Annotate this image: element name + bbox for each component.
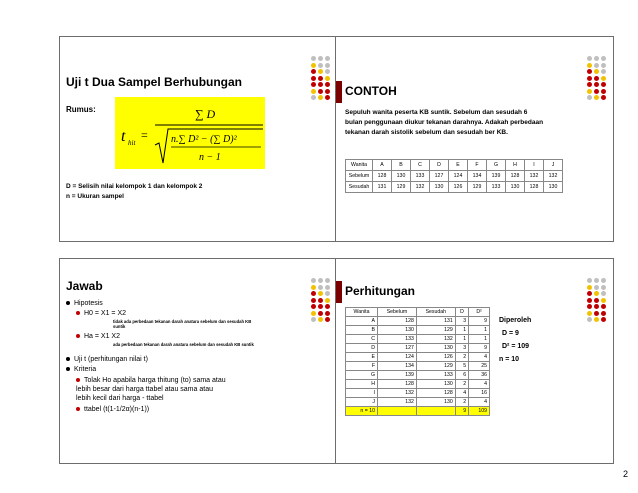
table-cell: H	[506, 160, 525, 171]
table-cell: C	[346, 335, 378, 344]
table-cell: 4	[469, 398, 490, 407]
decorative-dot	[325, 304, 330, 309]
table-row	[346, 380, 490, 389]
decorative-dot	[594, 304, 599, 309]
table-cell: 2	[455, 398, 468, 407]
decorative-dot	[311, 76, 316, 81]
table-cell: 130	[430, 182, 449, 193]
decorative-dot	[325, 298, 330, 303]
slide-perhitungan	[335, 258, 614, 464]
table-cell: 134	[468, 171, 487, 182]
n-value: n = 10	[499, 356, 520, 363]
table-cell: 129	[392, 182, 411, 193]
table-cell: 36	[469, 371, 490, 380]
table-cell: 128	[377, 317, 416, 326]
table-cell: 132	[544, 171, 563, 182]
table-cell: I	[346, 389, 378, 398]
table-cell: 139	[377, 371, 416, 380]
slide-jawab	[59, 258, 338, 464]
bullet-ttabel: ttabel (t(1-1/2α)(n-1))	[76, 406, 149, 413]
column-header: D	[455, 308, 468, 317]
decorative-dot	[325, 63, 330, 68]
decorative-dot	[594, 291, 599, 296]
table-cell: 109	[469, 407, 490, 416]
table-cell: 133	[487, 182, 506, 193]
table-cell: B	[346, 326, 378, 335]
decorative-dot	[318, 95, 323, 100]
decorative-dot	[587, 291, 592, 296]
table-cell: I	[525, 160, 544, 171]
table-cell: 129	[416, 362, 455, 371]
decorative-dot	[594, 311, 599, 316]
decorative-dot	[601, 56, 606, 61]
decorative-dot	[601, 63, 606, 68]
table-cell: A	[346, 317, 378, 326]
table-cell: J	[346, 398, 378, 407]
decorative-dot	[601, 304, 606, 309]
decorative-dot	[594, 298, 599, 303]
table-cell: 130	[377, 326, 416, 335]
decorative-dot	[318, 82, 323, 87]
diperoleh-label: Diperoleh	[499, 317, 532, 324]
table-cell: 124	[449, 171, 468, 182]
d2-value: D² = 109	[502, 343, 530, 350]
decorative-dot	[587, 82, 592, 87]
decorative-dot	[587, 89, 592, 94]
decorative-dot	[311, 285, 316, 290]
table-cell: 133	[377, 335, 416, 344]
table-cell: 6	[455, 371, 468, 380]
decorative-dot	[325, 82, 330, 87]
decorative-dot	[601, 298, 606, 303]
table-row	[346, 353, 490, 362]
table-cell: 5	[455, 362, 468, 371]
svg-text:∑ D: ∑ D	[195, 107, 216, 121]
table-cell: D	[430, 160, 449, 171]
decorative-dot	[318, 317, 323, 322]
table-cell: 128	[506, 171, 525, 182]
decorative-dot	[601, 285, 606, 290]
title-bar	[336, 81, 342, 103]
decorative-dot	[587, 63, 592, 68]
table-cell: A	[373, 160, 392, 171]
table-cell: 16	[469, 389, 490, 398]
decorative-dot	[594, 278, 599, 283]
table-cell: 130	[416, 344, 455, 353]
table-cell: 2	[455, 380, 468, 389]
table-cell: 128	[377, 380, 416, 389]
decorative-dot	[325, 278, 330, 283]
table-cell: F	[346, 362, 378, 371]
decorative-dot	[325, 69, 330, 74]
table-cell: 130	[506, 182, 525, 193]
legend-n: n = Ukuran sampel	[66, 193, 124, 200]
decorative-dots	[311, 56, 331, 101]
table-cell: 139	[487, 171, 506, 182]
table-cell: H	[346, 380, 378, 389]
table-row	[346, 182, 563, 193]
decorative-dot	[594, 82, 599, 87]
decorative-dot	[318, 89, 323, 94]
bullet-uji: Uji t (perhitungan nilai t)	[66, 356, 148, 363]
table-row	[346, 317, 490, 326]
decorative-dot	[587, 95, 592, 100]
svg-text:=: =	[141, 128, 148, 142]
table-cell: 9	[455, 407, 468, 416]
table-cell: 126	[416, 353, 455, 362]
svg-text:hit: hit	[128, 139, 136, 147]
table-cell: 126	[449, 182, 468, 193]
decorative-dot	[587, 317, 592, 322]
decorative-dot	[311, 69, 316, 74]
bullet-hipotesis: Hipotesis	[66, 300, 103, 307]
table-row	[346, 326, 490, 335]
decorative-dot	[318, 69, 323, 74]
table-cell: 130	[392, 171, 411, 182]
table-row	[346, 389, 490, 398]
decorative-dot	[601, 311, 606, 316]
table-cell: 4	[455, 389, 468, 398]
decorative-dot	[594, 69, 599, 74]
results-block	[499, 314, 531, 366]
decorative-dot	[594, 63, 599, 68]
slide-title: Jawab	[66, 279, 103, 293]
decorative-dot	[594, 89, 599, 94]
slide-contoh	[335, 36, 614, 242]
table-cell: B	[392, 160, 411, 171]
table-cell: Sebelum	[346, 171, 373, 182]
data-table	[345, 159, 563, 193]
decorative-dot	[318, 278, 323, 283]
table-cell: D	[346, 344, 378, 353]
decorative-dot	[587, 298, 592, 303]
decorative-dot	[318, 285, 323, 290]
decorative-dot	[311, 278, 316, 283]
table-cell: Sesudah	[346, 182, 373, 193]
bullet-tolak: Tolak Ho apabila harga thitung (to) sama atau lebih besar dari harga ttabel atau sama atau lebih kecil dari harga - ttabel	[76, 377, 226, 402]
table-row	[346, 335, 490, 344]
decorative-dot	[318, 304, 323, 309]
table-cell: n = 10	[346, 407, 378, 416]
table-cell: 130	[416, 398, 455, 407]
decorative-dot	[318, 56, 323, 61]
decorative-dots	[587, 56, 607, 101]
table-row	[346, 344, 490, 353]
decorative-dot	[587, 311, 592, 316]
table-cell: 132	[377, 389, 416, 398]
column-header: Sesudah	[416, 308, 455, 317]
table-row	[346, 362, 490, 371]
decorative-dot	[311, 298, 316, 303]
table-footer-row	[346, 407, 490, 416]
formula-box	[115, 97, 265, 169]
svg-text:n − 1: n − 1	[199, 152, 221, 163]
decorative-dot	[311, 311, 316, 316]
table-cell: 3	[455, 344, 468, 353]
bullet-kriteria: Kriteria	[66, 366, 96, 373]
decorative-dot	[587, 56, 592, 61]
h0-desc: tidak ada perbedaan tekanan darah anatara sebelum dan sesudah KB suntik	[113, 319, 252, 329]
column-header: D²	[469, 308, 490, 317]
decorative-dot	[601, 95, 606, 100]
decorative-dot	[601, 317, 606, 322]
slide-title: Perhitungan	[345, 284, 416, 298]
problem-text: Sepuluh wanita peserta KB suntik. Sebelum dan sesudah 6 bulan penggunaan diukur tekanan darahnya. Adakah perbedaan tekanan darah sistolik sebelum dan sesudah ber KB.	[345, 109, 544, 136]
decorative-dot	[311, 63, 316, 68]
table-cell: E	[449, 160, 468, 171]
table-cell: F	[468, 160, 487, 171]
decorative-dot	[601, 89, 606, 94]
svg-text:t: t	[121, 128, 126, 145]
column-header: Wanita	[346, 308, 378, 317]
decorative-dot	[318, 311, 323, 316]
table-cell: 2	[455, 353, 468, 362]
decorative-dot	[318, 63, 323, 68]
table-cell: 133	[411, 171, 430, 182]
decorative-dot	[587, 304, 592, 309]
decorative-dot	[594, 95, 599, 100]
decorative-dot	[311, 89, 316, 94]
table-cell: 128	[373, 171, 392, 182]
table-cell: 3	[455, 317, 468, 326]
table-cell	[377, 407, 416, 416]
table-cell: C	[411, 160, 430, 171]
decorative-dot	[325, 76, 330, 81]
calc-table	[345, 307, 490, 416]
table-cell: 127	[377, 344, 416, 353]
table-cell: 1	[455, 326, 468, 335]
decorative-dot	[594, 317, 599, 322]
title-bar	[336, 281, 342, 303]
rumus-label: Rumus:	[66, 105, 96, 114]
decorative-dots	[311, 278, 331, 323]
table-cell: 131	[416, 317, 455, 326]
table-cell: 9	[469, 317, 490, 326]
decorative-dot	[325, 291, 330, 296]
decorative-dot	[601, 278, 606, 283]
decorative-dot	[318, 298, 323, 303]
table-cell: E	[346, 353, 378, 362]
decorative-dot	[311, 56, 316, 61]
table-cell: G	[346, 371, 378, 380]
table-header-row	[346, 160, 563, 171]
table-cell: 124	[377, 353, 416, 362]
table-cell: G	[487, 160, 506, 171]
decorative-dot	[311, 95, 316, 100]
table-cell: 129	[416, 326, 455, 335]
table-cell: 130	[544, 182, 563, 193]
decorative-dot	[587, 278, 592, 283]
table-cell: 4	[469, 353, 490, 362]
table-cell: J	[544, 160, 563, 171]
table-cell: 128	[416, 389, 455, 398]
table-cell: 131	[373, 182, 392, 193]
decorative-dot	[587, 285, 592, 290]
decorative-dot	[601, 76, 606, 81]
decorative-dot	[318, 76, 323, 81]
decorative-dot	[318, 291, 323, 296]
table-cell: 128	[525, 182, 544, 193]
decorative-dot	[311, 304, 316, 309]
table-cell: 134	[377, 362, 416, 371]
table-cell: 1	[455, 335, 468, 344]
decorative-dot	[594, 285, 599, 290]
decorative-dot	[325, 95, 330, 100]
decorative-dot	[325, 89, 330, 94]
bullet-ha: Ha = X1 X2	[76, 333, 120, 340]
table-cell: 132	[411, 182, 430, 193]
table-cell: 1	[469, 326, 490, 335]
decorative-dot	[587, 76, 592, 81]
slide-title: Uji t Dua Sampel Berhubungan	[66, 75, 243, 89]
table-cell: Wanita	[346, 160, 373, 171]
table-cell: 127	[430, 171, 449, 182]
table-cell: 4	[469, 380, 490, 389]
table-cell: 133	[416, 371, 455, 380]
table-cell: 130	[416, 380, 455, 389]
formula-svg	[115, 97, 265, 169]
table-cell	[416, 407, 455, 416]
decorative-dot	[587, 69, 592, 74]
table-cell: 132	[377, 398, 416, 407]
decorative-dot	[601, 69, 606, 74]
svg-text:n.∑ D² − (∑ D)²: n.∑ D² − (∑ D)²	[171, 134, 237, 145]
table-cell: 9	[469, 344, 490, 353]
decorative-dot	[325, 317, 330, 322]
table-cell: 129	[468, 182, 487, 193]
column-header: Sebelum	[377, 308, 416, 317]
legend-d: D = Selisih nilai kelompok 1 dan kelompok 2	[66, 183, 203, 190]
slide-uji-t	[59, 36, 338, 242]
decorative-dot	[311, 82, 316, 87]
bullet-h0: H0 = X1 = X2	[76, 310, 126, 317]
decorative-dot	[325, 56, 330, 61]
table-row	[346, 171, 563, 182]
decorative-dot	[325, 285, 330, 290]
table-cell: 132	[525, 171, 544, 182]
decorative-dot	[594, 56, 599, 61]
table-cell: 1	[469, 335, 490, 344]
table-row	[346, 371, 490, 380]
decorative-dot	[601, 291, 606, 296]
decorative-dot	[311, 317, 316, 322]
decorative-dot	[325, 311, 330, 316]
decorative-dot	[311, 291, 316, 296]
table-row	[346, 398, 490, 407]
table-header-row	[346, 308, 490, 317]
decorative-dot	[601, 82, 606, 87]
table-cell: 25	[469, 362, 490, 371]
table-cell: 132	[416, 335, 455, 344]
d-value: D = 9	[502, 330, 519, 337]
page-number: 2	[622, 469, 628, 479]
slide-title: CONTOH	[345, 84, 397, 98]
decorative-dot	[594, 76, 599, 81]
decorative-dots	[587, 278, 607, 323]
ha-desc: ada perbedaan tekanan darah anatara sebelum dan sesudah KB suntik	[113, 342, 254, 347]
